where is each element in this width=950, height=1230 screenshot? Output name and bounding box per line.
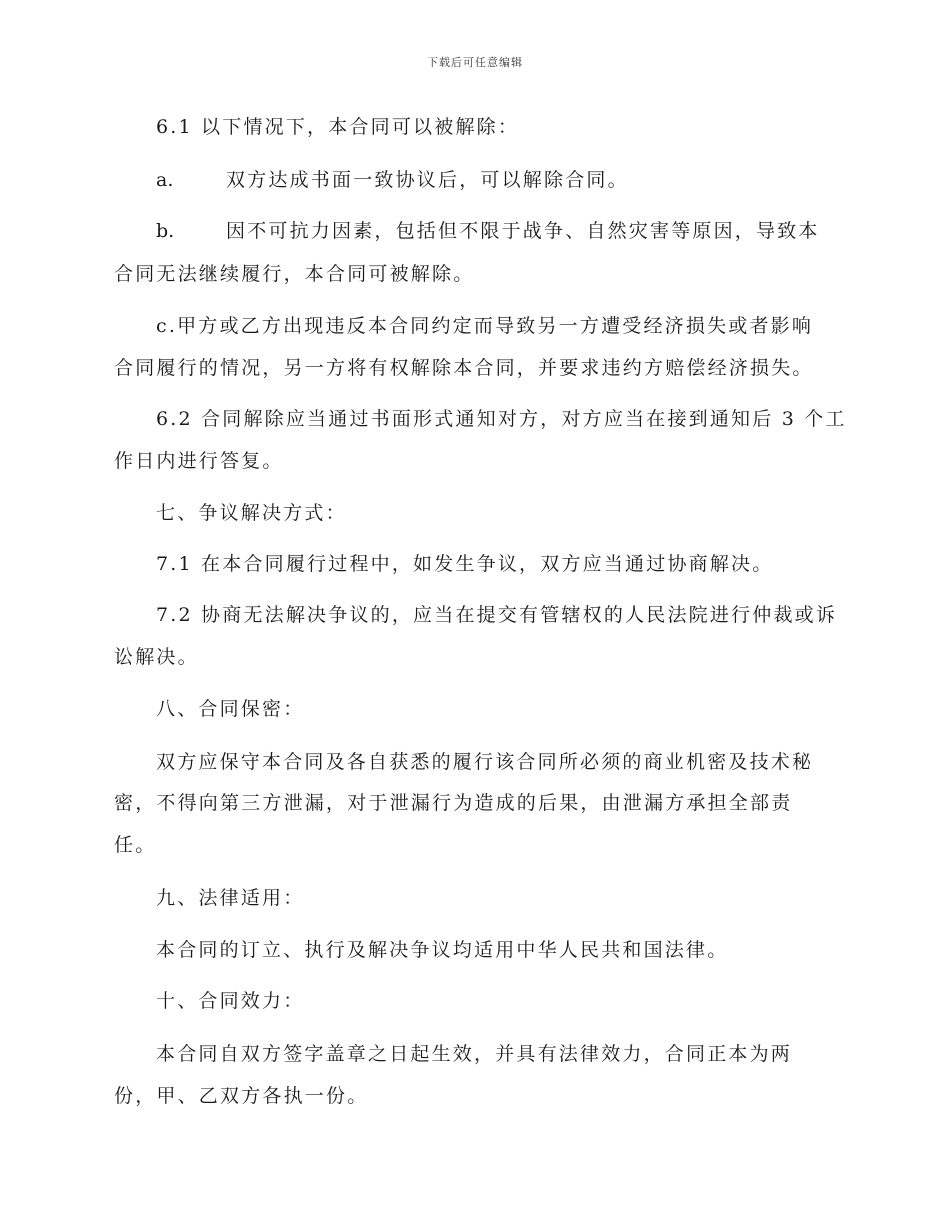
item-c: c.甲方或乙方出现违反本合同约定而导致另一方遭受经济损失或者影响 [156, 315, 814, 337]
confidentiality-paragraph: 双方应保守本合同及各自获悉的履行该合同所必须的商业机密及技术秘 [156, 751, 814, 773]
clause-6-2: 6.2 合同解除应当通过书面形式通知对方，对方应当在接到通知后 3 个工 [156, 408, 847, 430]
section-7-heading: 七、争议解决方式： [156, 502, 347, 524]
item-b-continued: 合同无法继续履行，本合同可被解除。 [114, 263, 475, 285]
section-9-heading: 九、法律适用： [156, 887, 305, 909]
item-c-continued: 合同履行的情况，另一方将有权解除本合同，并要求违约方赔偿经济损失。 [114, 357, 814, 379]
confidentiality-paragraph-line-3: 任。 [114, 834, 157, 856]
clause-6-2-continued: 作日内进行答复。 [114, 450, 284, 472]
clause-7-2-continued: 讼解决。 [114, 646, 199, 668]
item-b-marker: b. [156, 220, 175, 242]
clause-7-1: 7.1 在本合同履行过程中，如发生争议，双方应当通过协商解决。 [156, 553, 774, 575]
governing-law-paragraph: 本合同的订立、执行及解决争议均适用中华人民共和国法律。 [156, 939, 729, 961]
effectiveness-paragraph-continued: 份，甲、乙双方各执一份。 [114, 1085, 369, 1107]
page-header: 下载后可任意编辑 [427, 56, 523, 69]
item-b [156, 222, 820, 241]
section-10-heading: 十、合同效力： [156, 990, 305, 1012]
item-b-text: 因不可抗力因素，包括但不限于战争、自然灾害等原因，导致本 [226, 220, 820, 242]
clause-7-2: 7.2 协商无法解决争议的，应当在提交有管辖权的人民法院进行仲裁或诉 [156, 604, 838, 626]
confidentiality-paragraph-line-2: 密，不得向第三方泄漏，对于泄漏行为造成的后果，由泄漏方承担全部责 [114, 792, 793, 814]
effectiveness-paragraph: 本合同自双方签字盖章之日起生效，并具有法律效力，合同正本为两 [156, 1043, 793, 1065]
clause-6-1: 6.1 以下情况下，本合同可以被解除： [156, 116, 520, 138]
item-a-text: 双方达成书面一致协议后，可以解除合同。 [226, 169, 629, 191]
section-8-heading: 八、合同保密： [156, 698, 305, 720]
item-a [156, 171, 629, 190]
item-a-marker: a. [156, 169, 174, 191]
